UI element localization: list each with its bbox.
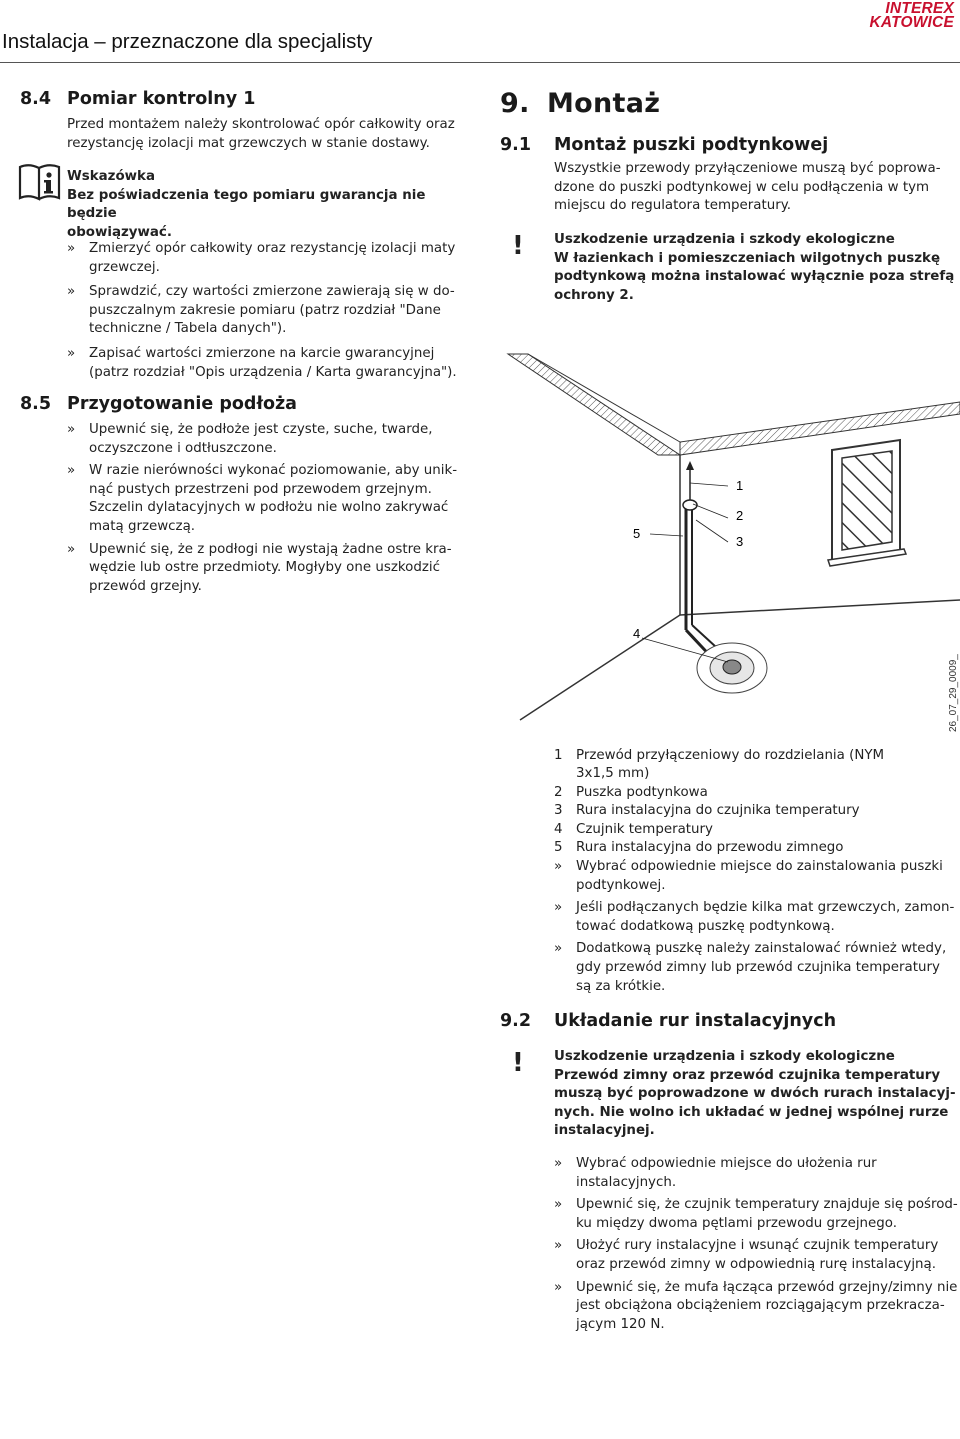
- intro-line: miejscu do regulatora temperatury.: [554, 198, 792, 214]
- legend-text: Puszka podtynkowa: [576, 784, 708, 800]
- chapter-9-heading: [500, 88, 660, 119]
- warning-title: Uszkodzenie urządzenia i szkody ekologiczne: [554, 232, 895, 247]
- item-line: Ułożyć rury instalacyjne i wsunąć czujnik temperatury: [576, 1238, 939, 1254]
- item-line: oczyszczone i odtłuszczone.: [89, 440, 277, 456]
- note-line: obowiązywać.: [67, 224, 172, 240]
- item-line: wędzie lub ostre przedmioty. Mogłyby one uszkodzić: [89, 560, 440, 576]
- bullet-marker: »: [554, 1156, 563, 1171]
- item-line: Upewnić się, że mufa łącząca przewód grzejny/zimny nie: [576, 1279, 958, 1295]
- installation-figure: [500, 340, 960, 740]
- section-9-2-bullets: [554, 1155, 958, 1334]
- legend-item: [554, 802, 958, 820]
- list-item: [554, 1196, 958, 1233]
- item-line: Upewnić się, że podłoże jest czyste, suche, twarde,: [89, 422, 433, 437]
- legend-number: 2: [554, 784, 563, 800]
- item-line: są za krótkie.: [576, 978, 666, 994]
- item-line: oraz przewód zimny w odpowiednią rurę instalacyjną.: [576, 1256, 937, 1272]
- list-item: [554, 940, 958, 996]
- item-line: jącym 120 N.: [576, 1316, 665, 1332]
- interex-logo: [846, 2, 954, 30]
- item-line: techniczne / Tabela danych").: [89, 321, 287, 337]
- warning-title: Uszkodzenie urządzenia i szkody ekologiczne: [554, 1049, 895, 1064]
- item-line: gdy przewód zimny lub przewód czujnika temperatury: [576, 959, 940, 975]
- warning-line: nych. Nie wolno ich układać w jednej wspólnej rurze: [554, 1104, 949, 1120]
- floor-edge-right: [680, 600, 960, 615]
- item-line: Wybrać odpowiednie miejsce do ułożenia rur: [576, 1156, 877, 1171]
- legend-text: Rura instalacyjna do przewodu zimnego: [576, 840, 844, 856]
- note-line: Bez poświadczenia tego pomiaru gwarancja nie będzie: [67, 187, 426, 222]
- section-8-5-heading: [20, 394, 297, 414]
- list-item: [554, 1237, 958, 1274]
- warning-line: W łazienkach i pomieszczeniach wilgotnych puszkę: [554, 250, 941, 266]
- bullet-marker: »: [67, 241, 76, 256]
- figure-label-3: 3: [736, 534, 744, 549]
- warning-line: instalacyjnej.: [554, 1123, 655, 1139]
- section-9-1-heading: [500, 135, 828, 155]
- window: [828, 440, 906, 566]
- header-divider: [0, 62, 960, 63]
- figure-label-5: 5: [633, 526, 641, 541]
- legend-text: 3x1,5 mm): [576, 766, 650, 782]
- temperature-sensor: [723, 660, 741, 674]
- legend-item: [554, 784, 958, 802]
- list-item: [67, 345, 477, 382]
- bullet-marker: »: [554, 859, 563, 874]
- list-item: [67, 240, 477, 277]
- bullet-marker: »: [554, 1279, 563, 1295]
- warning-box: [554, 1048, 958, 1141]
- bullet-marker: »: [67, 541, 76, 557]
- item-line: Upewnić się, że z podłogi nie wystają żadne ostre kra-: [89, 541, 452, 557]
- logo-line-1: INTEREX: [885, 0, 954, 17]
- list-item: [554, 899, 958, 936]
- item-line: Wybrać odpowiednie miejsce do zainstalowania puszki: [576, 859, 943, 874]
- item-line: Jeśli podłączanych będzie kilka mat grzewczych, zamon-: [576, 900, 955, 916]
- section-9-1-intro: [554, 160, 958, 216]
- note-title: Wskazówka: [67, 169, 155, 184]
- list-item: [67, 283, 477, 339]
- legend-number: 4: [554, 821, 563, 837]
- item-line: Upewnić się, że czujnik temperatury znajduje się pośrod-: [576, 1197, 958, 1213]
- section-9-1-bullets: [554, 858, 958, 996]
- floor-edge-left: [520, 615, 680, 720]
- bullet-marker: »: [554, 1197, 563, 1213]
- figure-label-2: 2: [736, 508, 744, 523]
- warning-line: podtynkową można instalować wyłącznie poza strefą: [554, 269, 955, 285]
- section-8-4-heading: [20, 89, 255, 109]
- item-line: Szczelin dylatacyjnych w podłożu nie wolno zakrywać: [89, 500, 449, 516]
- figure-code: 26_07_29_0009_: [948, 654, 959, 732]
- section-8-4-intro: [67, 116, 467, 153]
- legend-item: [554, 747, 958, 784]
- item-line: podtynkowej.: [576, 877, 666, 893]
- intro-line: Wszystkie przewody przyłączeniowe muszą być poprowa-: [554, 161, 941, 176]
- legend-number: 5: [554, 840, 563, 856]
- list-item: [554, 858, 958, 895]
- item-line: ku między dwoma pętlami przewodu grzejnego.: [576, 1215, 897, 1231]
- item-line: przewód grzejny.: [89, 578, 202, 594]
- item-line: grzewczej.: [89, 259, 160, 275]
- logo-line-2: KATOWICE: [869, 14, 954, 31]
- warning-icon: !: [512, 231, 524, 261]
- intro-line: dzone do puszki podtynkowej w celu podłączenia w tym: [554, 179, 930, 195]
- section-8-4-bullets: [67, 240, 477, 382]
- bullet-marker: »: [67, 463, 76, 479]
- cable-arrow-icon: [686, 461, 694, 470]
- section-8-5-bullets: [67, 421, 477, 596]
- section-title: Montaż puszki podtynkowej: [554, 135, 829, 155]
- legend-text: Przewód przyłączeniowy do rozdzielania (NYM: [576, 748, 885, 763]
- item-line: (patrz rozdział "Opis urządzenia / Karta gwarancyjna").: [89, 364, 457, 380]
- bullet-marker: »: [67, 345, 76, 361]
- item-line: Dodatkową puszkę należy zainstalować również wtedy,: [576, 941, 947, 957]
- list-item: [67, 541, 477, 597]
- item-line: puszczalnym zakresie pomiaru (patrz rozdział "Dane: [89, 302, 441, 318]
- intro-line: Przed montażem należy skontrolować opór całkowity oraz: [67, 117, 455, 132]
- list-item: [554, 1155, 958, 1192]
- item-line: Sprawdzić, czy wartości zmierzone zawierają się w do-: [89, 284, 455, 300]
- section-9-2-heading: [500, 1011, 836, 1031]
- bullet-marker: »: [554, 1238, 563, 1254]
- bullet-marker: »: [67, 422, 76, 437]
- legend-text: Czujnik temperatury: [576, 821, 713, 837]
- legend-item: [554, 821, 958, 839]
- bullet-marker: »: [554, 900, 563, 916]
- chapter-number: 9.: [500, 88, 530, 119]
- legend-text: Rura instalacyjna do czujnika temperatury: [576, 803, 860, 819]
- warning-line: muszą być poprowadzone w dwóch rurach instalacyj-: [554, 1086, 956, 1102]
- warning-box: [554, 231, 958, 305]
- conduit-pipes: [686, 502, 728, 662]
- list-item: [67, 421, 477, 458]
- item-line: tować dodatkową puszkę podtynkową.: [576, 918, 835, 934]
- section-number: 9.2: [500, 1011, 532, 1031]
- wall-top-edge: [680, 402, 960, 455]
- note-box: [67, 168, 477, 242]
- bullet-marker: »: [67, 284, 76, 300]
- chapter-title: Montaż: [547, 88, 661, 119]
- section-number: 9.1: [500, 135, 532, 155]
- document-header-title: Instalacja – przeznaczone dla specjalisty: [2, 30, 373, 53]
- list-item: [67, 462, 477, 536]
- item-line: Zmierzyć opór całkowity oraz rezystancję izolacji maty: [89, 241, 456, 256]
- section-title: Układanie rur instalacyjnych: [554, 1011, 837, 1031]
- warning-line: Przewód zimny oraz przewód czujnika temperatury: [554, 1067, 941, 1083]
- intro-line: rezystancję izolacji mat grzewczych w stanie dostawy.: [67, 135, 430, 151]
- item-line: Zapisać wartości zmierzone na karcie gwarancyjnej: [89, 345, 435, 361]
- warning-line: ochrony 2.: [554, 287, 634, 303]
- legend-number: 1: [554, 748, 563, 763]
- item-line: nąć pustych przestrzeni pod przewodem grzejnym.: [89, 481, 432, 497]
- section-number: 8.4: [20, 89, 52, 109]
- info-book-icon: [17, 162, 63, 202]
- section-title: Pomiar kontrolny 1: [67, 89, 256, 109]
- figure-label-4: 4: [633, 626, 641, 641]
- figure-label-1: 1: [736, 478, 744, 493]
- list-item: [554, 1279, 958, 1335]
- legend-number: 3: [554, 803, 563, 819]
- item-line: W razie nierówności wykonać poziomowanie, aby unik-: [89, 463, 458, 479]
- bullet-marker: »: [554, 941, 563, 957]
- section-title: Przygotowanie podłoża: [67, 394, 297, 414]
- item-line: instalacyjnych.: [576, 1174, 677, 1190]
- wall-top-edge-left: [508, 354, 680, 455]
- item-line: matą grzewczą.: [89, 518, 196, 534]
- section-number: 8.5: [20, 394, 52, 414]
- item-line: jest obciążona obciążeniem rozciągającym przekracza-: [576, 1298, 945, 1314]
- legend-item: [554, 839, 958, 857]
- warning-icon: !: [512, 1048, 524, 1078]
- figure-legend: [554, 747, 958, 857]
